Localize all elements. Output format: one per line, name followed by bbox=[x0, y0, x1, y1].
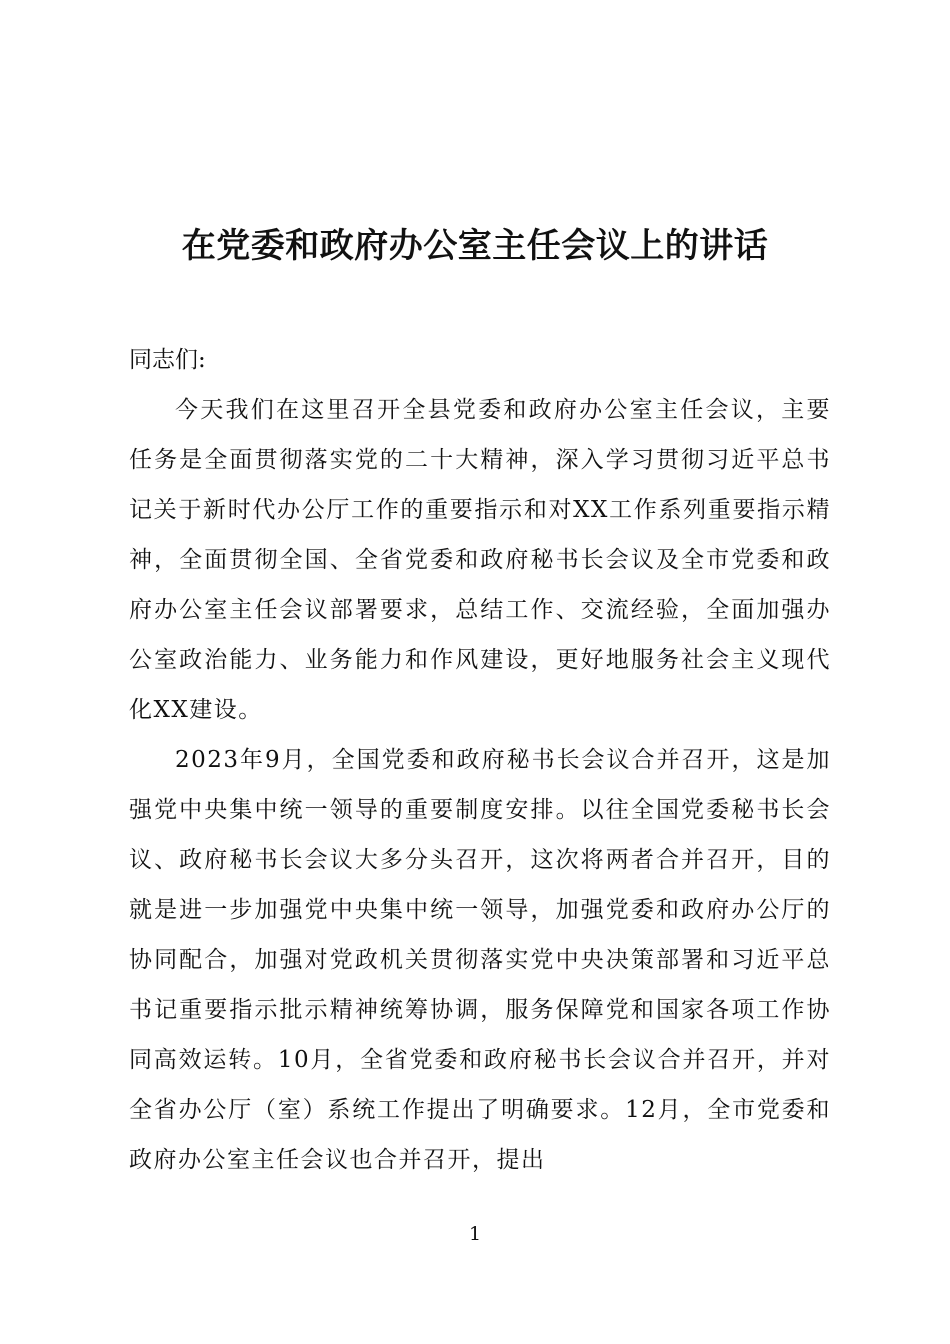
salutation: 同志们: bbox=[129, 347, 206, 373]
page-number: 1 bbox=[468, 1223, 482, 1245]
document-title: 在党委和政府办公室主任会议上的讲话 bbox=[181, 226, 769, 266]
document-body bbox=[129, 335, 831, 1185]
paragraph-2: 2023年9月，全国党委和政府秘书长会议合并召开，这是加强党中央集中统一领导的重要制度安排。以往全国党委秘书长会议、政府秘书长会议大多分头召开，这次将两者合并召开，目的就是进一步加强党中央集中统一领导，加强党委和政府办公厅的协同配合，加强对党政机关贯彻落实党中央决策部署和习近平总书记重要指示批示精神统筹协调，服务保障党和国家各项工作协同高效运转。10月，全省党委和政府秘书长会议合并召开，并对全省办公厅（室）系统工作提出了明确要求。12月，全市党委和政府办公室主任会议也合并召开，提出 bbox=[129, 747, 831, 1173]
paragraph-1: 今天我们在这里召开全县党委和政府办公室主任会议，主要任务是全面贯彻落实党的二十大精神，深入学习贯彻习近平总书记关于新时代办公厅工作的重要指示和对XX工作系列重要指示精神，全面贯彻全国、全省党委和政府秘书长会议及全市党委和政府办公室主任会议部署要求，总结工作、交流经验，全面加强办公室政治能力、业务能力和作风建设，更好地服务社会主义现代化XX建设。 bbox=[129, 397, 831, 723]
